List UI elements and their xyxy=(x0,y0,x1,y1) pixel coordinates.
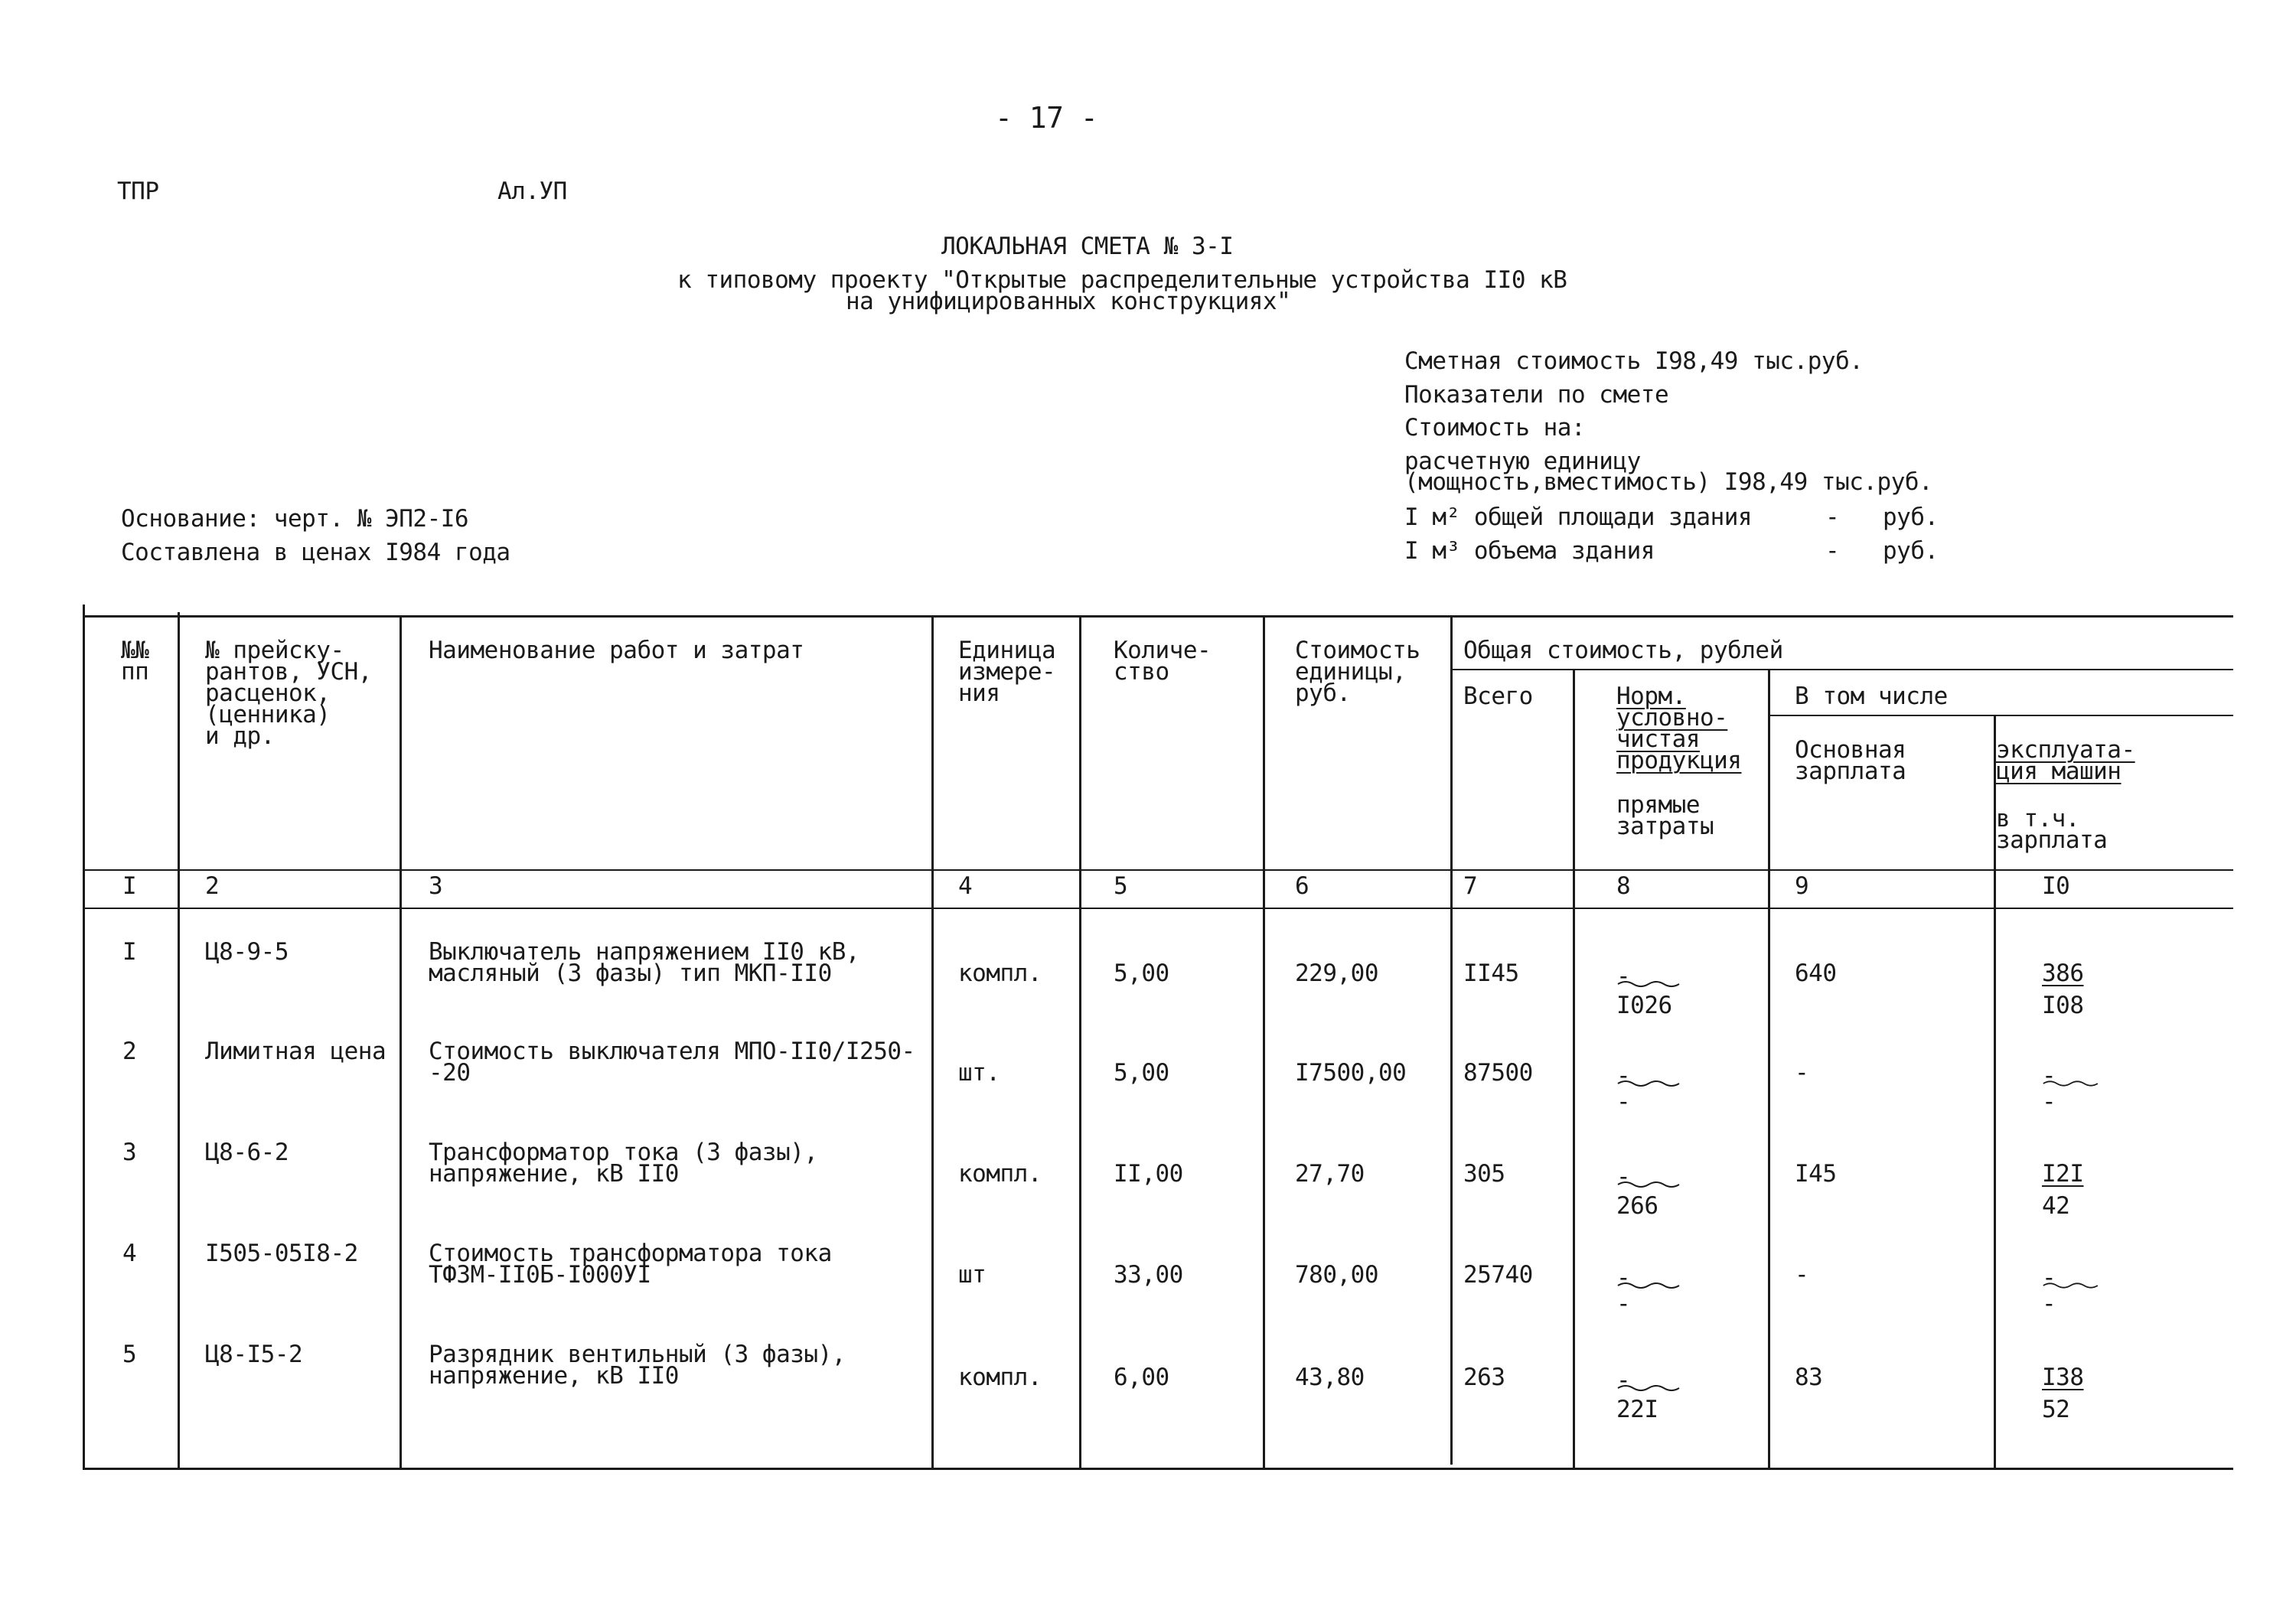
row-name: Стоимость трансформатора тока ТФЗМ-II0Б-I000УI xyxy=(429,1240,832,1289)
row-total: 25740 xyxy=(1463,1261,1533,1289)
m3-cost-dash: - xyxy=(1825,537,1840,565)
row-qty: 6,00 xyxy=(1114,1364,1169,1391)
header-norm-top: Норм. условно- чистая продукция xyxy=(1616,683,1742,774)
header-total: Всего xyxy=(1463,683,1533,710)
row-num: 3 xyxy=(122,1139,137,1166)
row-num: I xyxy=(122,938,137,966)
fraction-bar xyxy=(1616,1178,1685,1191)
row-total: 305 xyxy=(1463,1160,1505,1188)
row-name: Разрядник вентильный (3 фазы), напряжение, кВ II0 xyxy=(429,1341,846,1390)
m3-cost-label: I м³ объема здания xyxy=(1404,537,1655,565)
header-num: №№ пп xyxy=(121,637,149,686)
col-number: I0 xyxy=(2042,872,2070,900)
row-name: Трансформатор тока (3 фазы), напряжение, кВ II0 xyxy=(429,1139,818,1188)
row-norm-top: - xyxy=(1616,1264,1631,1292)
row-machines-top: 386 xyxy=(2042,960,2084,987)
document-title: ЛОКАЛЬНАЯ СМЕТА № 3-I xyxy=(941,233,1234,260)
header-machines-bottom: в т.ч. зарплата xyxy=(1996,805,2108,854)
row-machines-bottom: - xyxy=(2042,1088,2056,1116)
row-unit: компл. xyxy=(958,1364,1042,1391)
header-norm-bottom: прямые затраты xyxy=(1616,791,1714,840)
unit-cost-line2: (мощность,вместимость) I98,49 тыс.руб. xyxy=(1404,468,1933,496)
row-machines-bottom: I08 xyxy=(2042,992,2084,1019)
header-bottom-border xyxy=(83,869,2233,871)
row-ref: I505-05I8-2 xyxy=(205,1240,358,1267)
col-number: 5 xyxy=(1114,872,1128,900)
row-unit-cost: 229,00 xyxy=(1295,960,1378,987)
row-total: 87500 xyxy=(1463,1059,1533,1087)
header-total-group: Общая стоимость, рублей xyxy=(1463,637,1783,664)
table-top-border xyxy=(83,615,2233,618)
row-ref: Ц8-6-2 xyxy=(205,1139,289,1166)
row-norm-bottom: 266 xyxy=(1616,1192,1658,1220)
incl-header-divider xyxy=(1768,715,2233,716)
fraction-bar xyxy=(1616,1382,1685,1394)
header-salary: Основная зарплата xyxy=(1795,736,1906,785)
col-number: 3 xyxy=(429,872,443,900)
header-machines-top: эксплуата- ция машин xyxy=(1996,736,2135,785)
header-qty: Количе- ство xyxy=(1114,637,1212,686)
row-unit-cost: 780,00 xyxy=(1295,1261,1378,1289)
album-code: Ал.УП xyxy=(497,178,567,205)
row-name: Выключатель напряжением II0 кВ, масляный (3 фазы) тип МКП-II0 xyxy=(429,938,860,987)
col-number: 8 xyxy=(1616,872,1631,900)
table-bottom-border xyxy=(83,1468,2233,1470)
col-divider-1 xyxy=(83,605,85,1469)
row-ref: Лимитная цена xyxy=(205,1038,386,1065)
row-unit-cost: 27,70 xyxy=(1295,1160,1365,1188)
header-incl: В том числе xyxy=(1795,683,1948,710)
row-norm-bottom: - xyxy=(1616,1088,1631,1116)
document-subtitle-line1: к типовому проекту "Открытые распределительные устройства II0 кВ xyxy=(677,266,1567,294)
row-unit-cost: I7500,00 xyxy=(1295,1059,1407,1087)
row-num: 4 xyxy=(122,1240,137,1267)
col-divider-4 xyxy=(931,615,934,1469)
col-divider-9 xyxy=(1768,669,1770,1468)
fraction-bar xyxy=(1616,978,1685,990)
col-divider-2 xyxy=(178,612,180,1469)
row-norm-top: - xyxy=(1616,1062,1631,1090)
colnum-bottom-border xyxy=(83,908,2233,909)
organization-code: ТПР xyxy=(117,178,159,205)
cost-on-label: Стоимость на: xyxy=(1404,414,1586,442)
row-norm-bottom: 22I xyxy=(1616,1396,1658,1423)
m2-cost-dash: - xyxy=(1825,504,1840,531)
row-salary: 640 xyxy=(1795,960,1837,987)
row-salary: I45 xyxy=(1795,1160,1837,1188)
row-machines-bottom: 42 xyxy=(2042,1192,2070,1220)
row-ref: Ц8-I5-2 xyxy=(205,1341,303,1368)
document-subtitle-line2: на унифицированных конструкциях" xyxy=(846,288,1291,315)
row-norm-top: - xyxy=(1616,963,1631,990)
row-qty: II,00 xyxy=(1114,1160,1183,1188)
basis-drawing: Основание: черт. № ЭП2-I6 xyxy=(121,505,469,533)
unit-cost-line1: расчетную единицу xyxy=(1404,448,1641,475)
estimated-cost: Сметная стоимость I98,49 тыс.руб. xyxy=(1404,347,1864,375)
m3-cost-unit: руб. xyxy=(1883,537,1939,565)
col-divider-3 xyxy=(400,615,402,1469)
row-salary: - xyxy=(1795,1261,1809,1289)
row-name: Стоимость выключателя МПО-II0/I250- -20 xyxy=(429,1038,915,1087)
m2-cost-unit: руб. xyxy=(1883,504,1939,531)
row-norm-top: - xyxy=(1616,1163,1631,1191)
row-machines-top: - xyxy=(2042,1062,2056,1090)
row-num: 5 xyxy=(122,1341,137,1368)
row-num: 2 xyxy=(122,1038,137,1065)
group-header-divider xyxy=(1450,669,2233,670)
col-divider-7 xyxy=(1450,615,1453,1465)
row-salary: 83 xyxy=(1795,1364,1823,1391)
row-total: II45 xyxy=(1463,960,1519,987)
header-name: Наименование работ и затрат xyxy=(429,637,804,664)
row-norm-top: - xyxy=(1616,1367,1631,1394)
row-machines-bottom: - xyxy=(2042,1290,2056,1318)
col-number: 2 xyxy=(205,872,220,900)
row-total: 263 xyxy=(1463,1364,1505,1391)
row-unit: компл. xyxy=(958,1160,1042,1188)
header-unit-cost: Стоимость единицы, руб. xyxy=(1295,637,1420,707)
row-norm-bottom: I026 xyxy=(1616,992,1672,1019)
row-ref: Ц8-9-5 xyxy=(205,938,289,966)
col-divider-8 xyxy=(1573,669,1575,1468)
indicators-label: Показатели по смете xyxy=(1404,381,1669,409)
col-divider-6 xyxy=(1263,615,1265,1469)
row-machines-bottom: 52 xyxy=(2042,1396,2070,1423)
col-number: 7 xyxy=(1463,872,1478,900)
row-norm-bottom: - xyxy=(1616,1290,1631,1318)
col-number: 9 xyxy=(1795,872,1809,900)
col-number: I xyxy=(122,872,137,900)
col-divider-5 xyxy=(1079,615,1081,1469)
row-qty: 5,00 xyxy=(1114,960,1169,987)
header-unit: Единица измере- ния xyxy=(958,637,1056,707)
row-machines-top: I38 xyxy=(2042,1364,2084,1391)
m2-cost-label: I м² общей площади здания xyxy=(1404,504,1753,531)
row-unit: шт. xyxy=(958,1059,1000,1087)
row-qty: 5,00 xyxy=(1114,1059,1169,1087)
col-number: 4 xyxy=(958,872,973,900)
page-number: - 17 - xyxy=(995,101,1098,135)
row-unit: шт xyxy=(958,1261,987,1289)
row-machines-top: - xyxy=(2042,1264,2056,1292)
prices-year: Составлена в ценах I984 года xyxy=(121,539,510,566)
row-unit: компл. xyxy=(958,960,1042,987)
row-qty: 33,00 xyxy=(1114,1261,1183,1289)
row-unit-cost: 43,80 xyxy=(1295,1364,1365,1391)
header-price-ref: № прейску- рантов, УСН, расценок, (ценника) и др. xyxy=(205,637,372,750)
row-machines-top: I2I xyxy=(2042,1160,2084,1188)
col-number: 6 xyxy=(1295,872,1309,900)
row-salary: - xyxy=(1795,1059,1809,1087)
